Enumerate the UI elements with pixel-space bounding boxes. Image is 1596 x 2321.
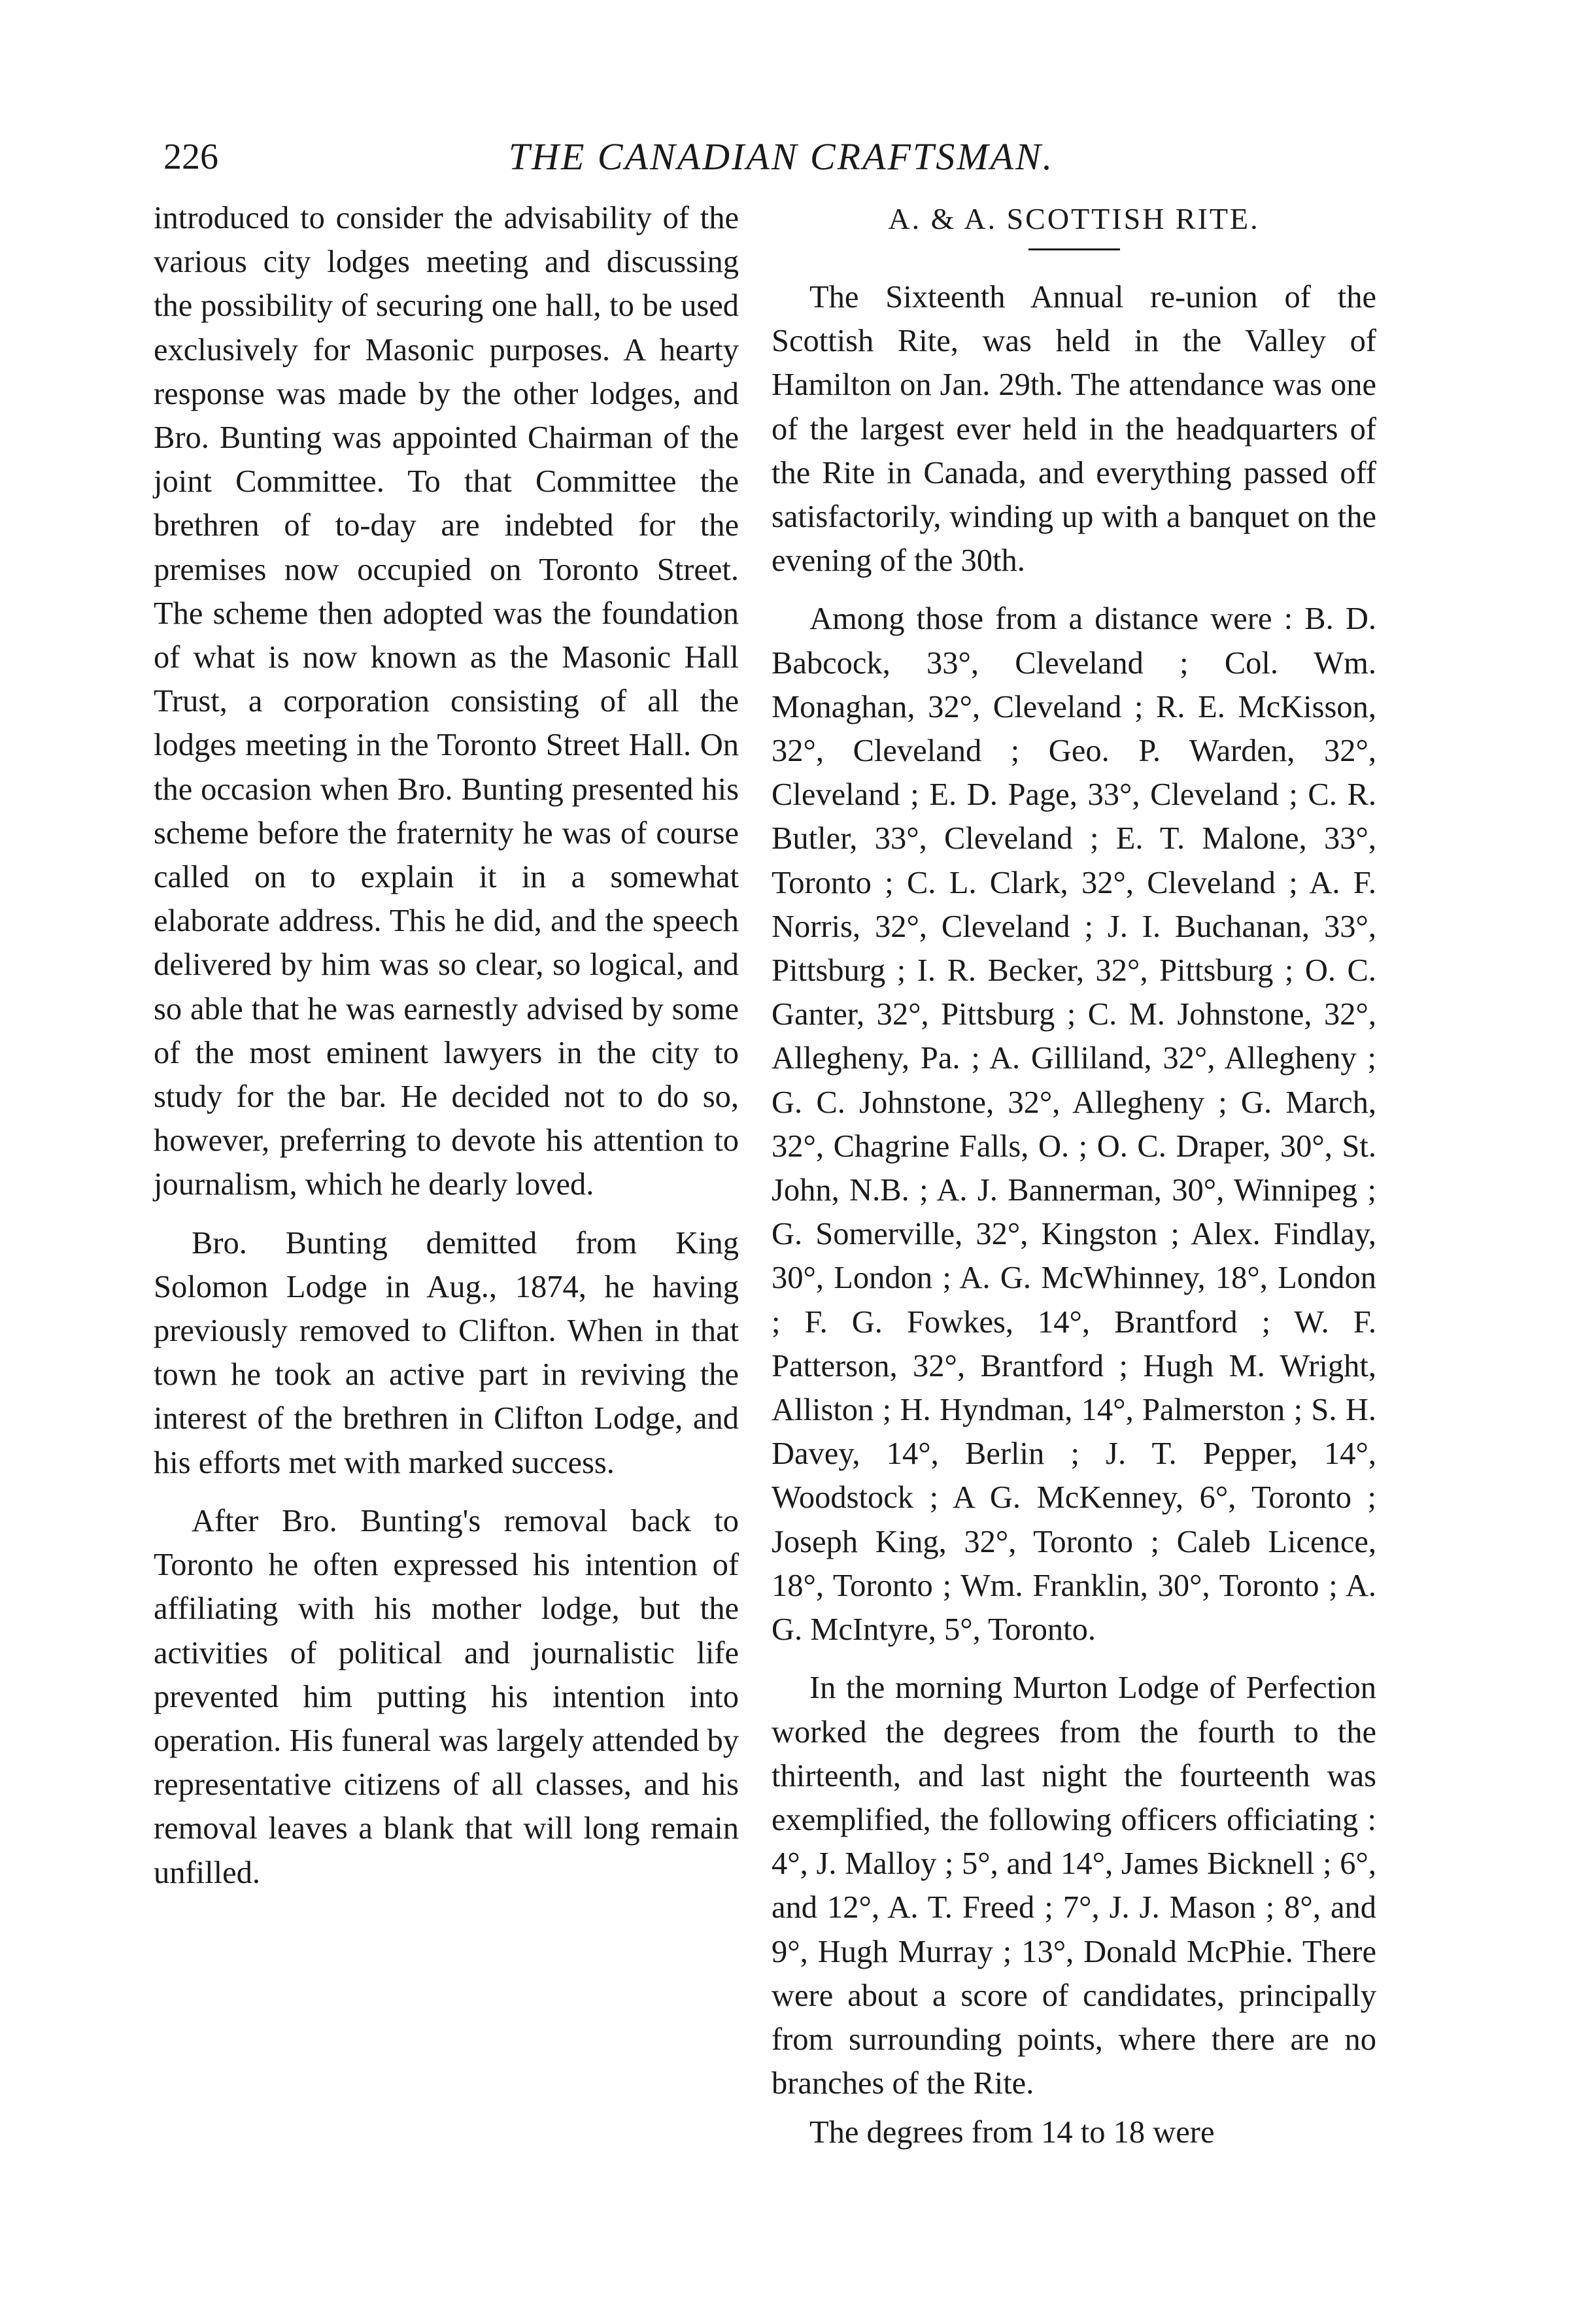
- heading-rule: [1028, 248, 1120, 250]
- page-number: 226: [163, 137, 218, 177]
- section-heading: A. & A. SCOTTISH RITE.: [888, 202, 1260, 235]
- paragraph: In the morning Murton Lodge of Perfection worked the degrees from the fourth to the thirteenth, and last night the fourteenth was exemplified, the following officers officiating : 4°, J. Malloy ; 5°, and 14°, James Bicknell ; 6°, and 12°, A. T. Freed ; 7°, J. J. Mason ; 8°, and 9°, Hugh Murray ; 13°, Donald McPhie. There were about a score of candidates, principally from surrounding points, where there are no branches of the Rite.: [772, 1670, 1376, 2101]
- paragraph: The Sixteenth Annual re-union of the Scottish Rite, was held in the Valley of Hamilton on Jan. 29th. The attendance was one of the largest ever held in the headquarters of the Rite in Canada, and everything passed off satisfactorily, winding up with a banquet on the evening of the 30th.: [772, 280, 1376, 579]
- paragraph: Among those from a distance were : B. D. Babcock, 33°, Cleveland ; Col. Wm. Monaghan, 32°, Cleveland ; R. E. McKisson, 32°, Cleveland ; Geo. P. Warden, 32°, Cleveland ; E. D. Page, 33°, Cleveland ; C. R. Butler, 33°, Cleveland ; E. T. Malone, 33°, Toronto ; C. L. Clark, 32°, Cleveland ; A. F. Norris, 32°, Cleveland ; J. I. Buchanan, 33°, Pittsburg ; I. R. Becker, 32°, Pittsburg ; O. C. Ganter, 32°, Pittsburg ; C. M. Johnstone, 32°, Allegheny, Pa. ; A. Gilliland, 32°, Allegheny ; G. C. Johnstone, 32°, Allegheny ; G. March, 32°, Chagrine Falls, O. ; O. C. Draper, 30°, St. John, N.B. ; A. J. Bannerman, 30°, Winnipeg ; G. Somerville, 32°, Kingston ; Alex. Findlay, 30°, London ; A. G. McWhinney, 18°, London ; F. G. Fowkes, 14°, Brantford ; W. F. Patterson, 32°, Brantford ; Hugh M. Wright, Alliston ; H. Hyndman, 14°, Palmerston ; S. H. Davey, 14°, Berlin ; J. T. Pepper, 14°, Woodstock ; A G. McKenney, 6°, Toronto ; Joseph King, 32°, Toronto ; Caleb Licence, 18°, Toronto ; Wm. Franklin, 30°, Toronto ; A. G. McIntyre, 5°, Toronto.: [772, 601, 1376, 1648]
- paragraph: Bro. Bunting demitted from King Solomon Lodge in Aug., 1874, he having previously removed to Clifton. When in that town he took an active part in reviving the interest of the brethren in Clifton Lodge, and his efforts met with marked success.: [154, 1225, 739, 1480]
- running-title: THE CANADIAN CRAFTSMAN.: [508, 135, 1055, 178]
- paragraph: The degrees from 14 to 18 were: [809, 2115, 1215, 2150]
- paragraph: introduced to consider the advisability of the various city lodges meeting and discussing the possibility of securing one hall, to be used exclusively for Masonic purposes. A hearty response was made by the other lodges, and Bro. Bunting was appointed Chairman of the joint Committee. To that Committee the brethren of to-day are indebted for the premises now occupied on Toronto Street. The scheme then adopted was the foundation of what is now known as the Masonic Hall Trust, a corporation consisting of all the lodges meeting in the Toronto Street Hall. On the occasion when Bro. Bunting presented his scheme before the fraternity he was of course called on to explain it in a somewhat elaborate address. This he did, and the speech delivered by him was so clear, so logical, and so able that he was earnestly advised by some of the most eminent lawyers in the city to study for the bar. He decided not to do so, however, preferring to devote his attention to journalism, which he dearly loved.: [154, 201, 739, 1202]
- left-column: [154, 196, 739, 1909]
- page-header: [163, 131, 1399, 190]
- right-column: [772, 196, 1376, 2169]
- paragraph: After Bro. Bunting's removal back to Toronto he often expressed his intention of affiliating with his mother lodge, but the activities of political and journalistic life prevented him putting his intention into operation. His funeral was largely attended by representative citizens of all classes, and his removal leaves a blank that will long remain unfilled.: [154, 1503, 739, 1890]
